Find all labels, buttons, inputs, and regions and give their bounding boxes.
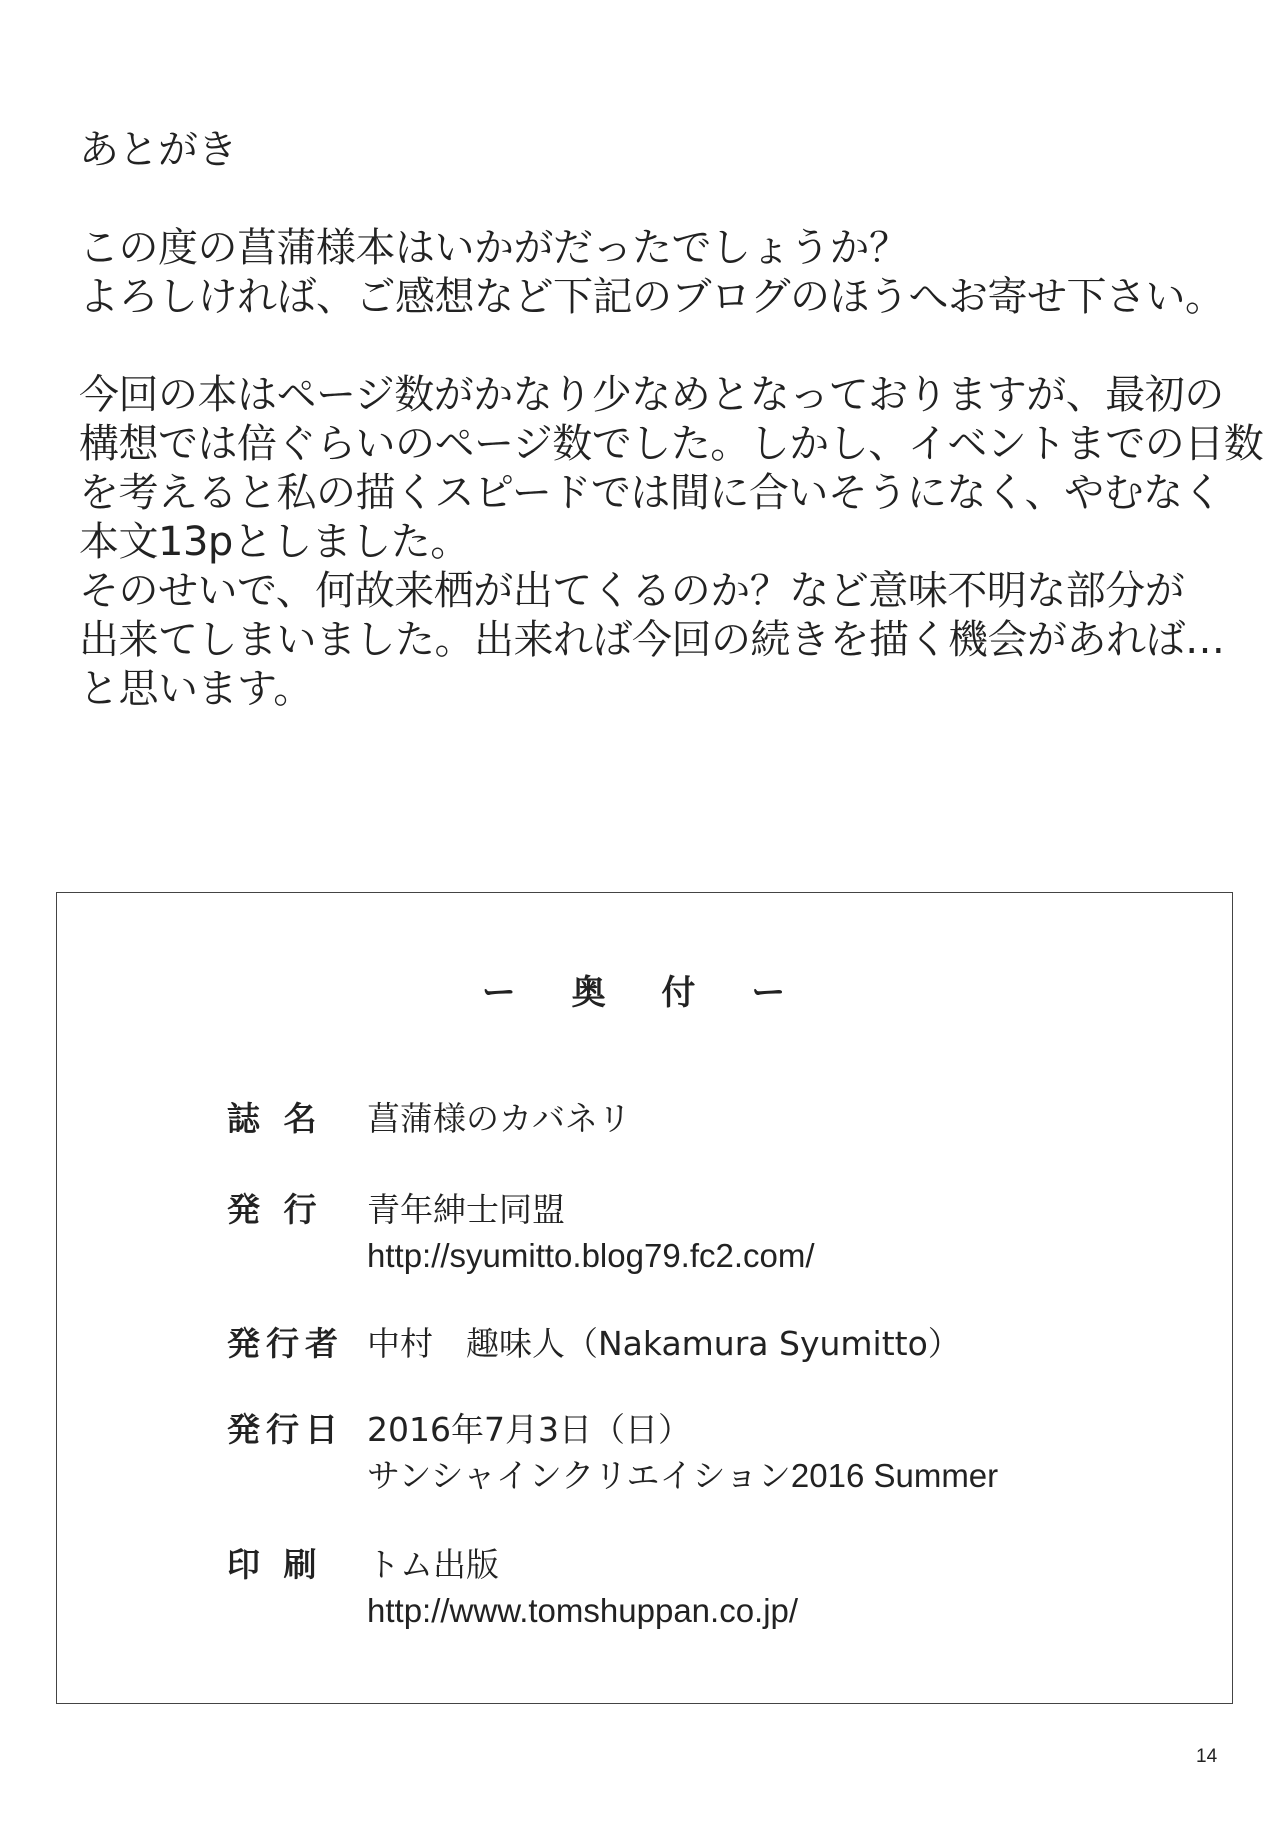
colophon-row-author	[227, 1321, 961, 1367]
colophon-row-title	[227, 1096, 631, 1142]
row-value: トム出版	[367, 1545, 499, 1584]
colophon-box	[56, 892, 1233, 1704]
afterword-line: そのせいで、何故来栖が出てくるのか？など意味不明な部分が	[79, 568, 1185, 614]
afterword-line: 今回の本はページ数がかなり少なめとなっておりますが、最初の	[79, 372, 1224, 418]
afterword-line: 出来てしまいました。出来れば今回の続きを描く機会があれば…	[79, 617, 1225, 663]
colophon-title: ー 奥 付 ー	[481, 973, 808, 1013]
row-label: 発行者	[227, 1324, 344, 1363]
publisher-url-link[interactable]: http://syumitto.blog79.fc2.com/	[367, 1237, 815, 1274]
afterword-line: 本文13pとしました。	[79, 519, 470, 565]
row-label: 印 刷	[227, 1545, 323, 1584]
row-value: 青年紳士同盟	[367, 1190, 565, 1229]
row-label: 誌 名	[227, 1099, 323, 1138]
colophon-row-date	[227, 1407, 998, 1499]
colophon-row-printer	[227, 1542, 798, 1634]
afterword-line: 構想では倍ぐらいのページ数でした。しかし、イベントまでの日数	[79, 421, 1264, 467]
colophon-row-publisher	[227, 1187, 815, 1279]
row-value: 中村 趣味人（Nakamura Syumitto）	[367, 1324, 961, 1363]
row-value: 2016年7月3日（日）	[367, 1410, 691, 1449]
afterword-line: を考えると私の描くスピードでは間に合いそうになく、やむなく	[79, 470, 1223, 516]
afterword-line: この度の菖蒲様本はいかがだったでしょうか？	[79, 225, 909, 271]
afterword	[79, 126, 1263, 714]
printer-url-link[interactable]: http://www.tomshuppan.co.jp/	[367, 1592, 799, 1629]
event-name: サンシャインクリエイション2016 Summer	[367, 1457, 999, 1494]
afterword-line: と思います。	[79, 666, 313, 712]
row-label: 発行日	[227, 1410, 344, 1449]
row-value: 菖蒲様のカバネリ	[367, 1099, 631, 1138]
page-number: 14	[1196, 1746, 1218, 1767]
afterword-line: よろしければ、ご感想など下記のブログのほうへお寄せ下さい。	[79, 274, 1225, 320]
afterword-heading: あとがき	[79, 127, 237, 173]
row-label: 発 行	[227, 1190, 323, 1229]
